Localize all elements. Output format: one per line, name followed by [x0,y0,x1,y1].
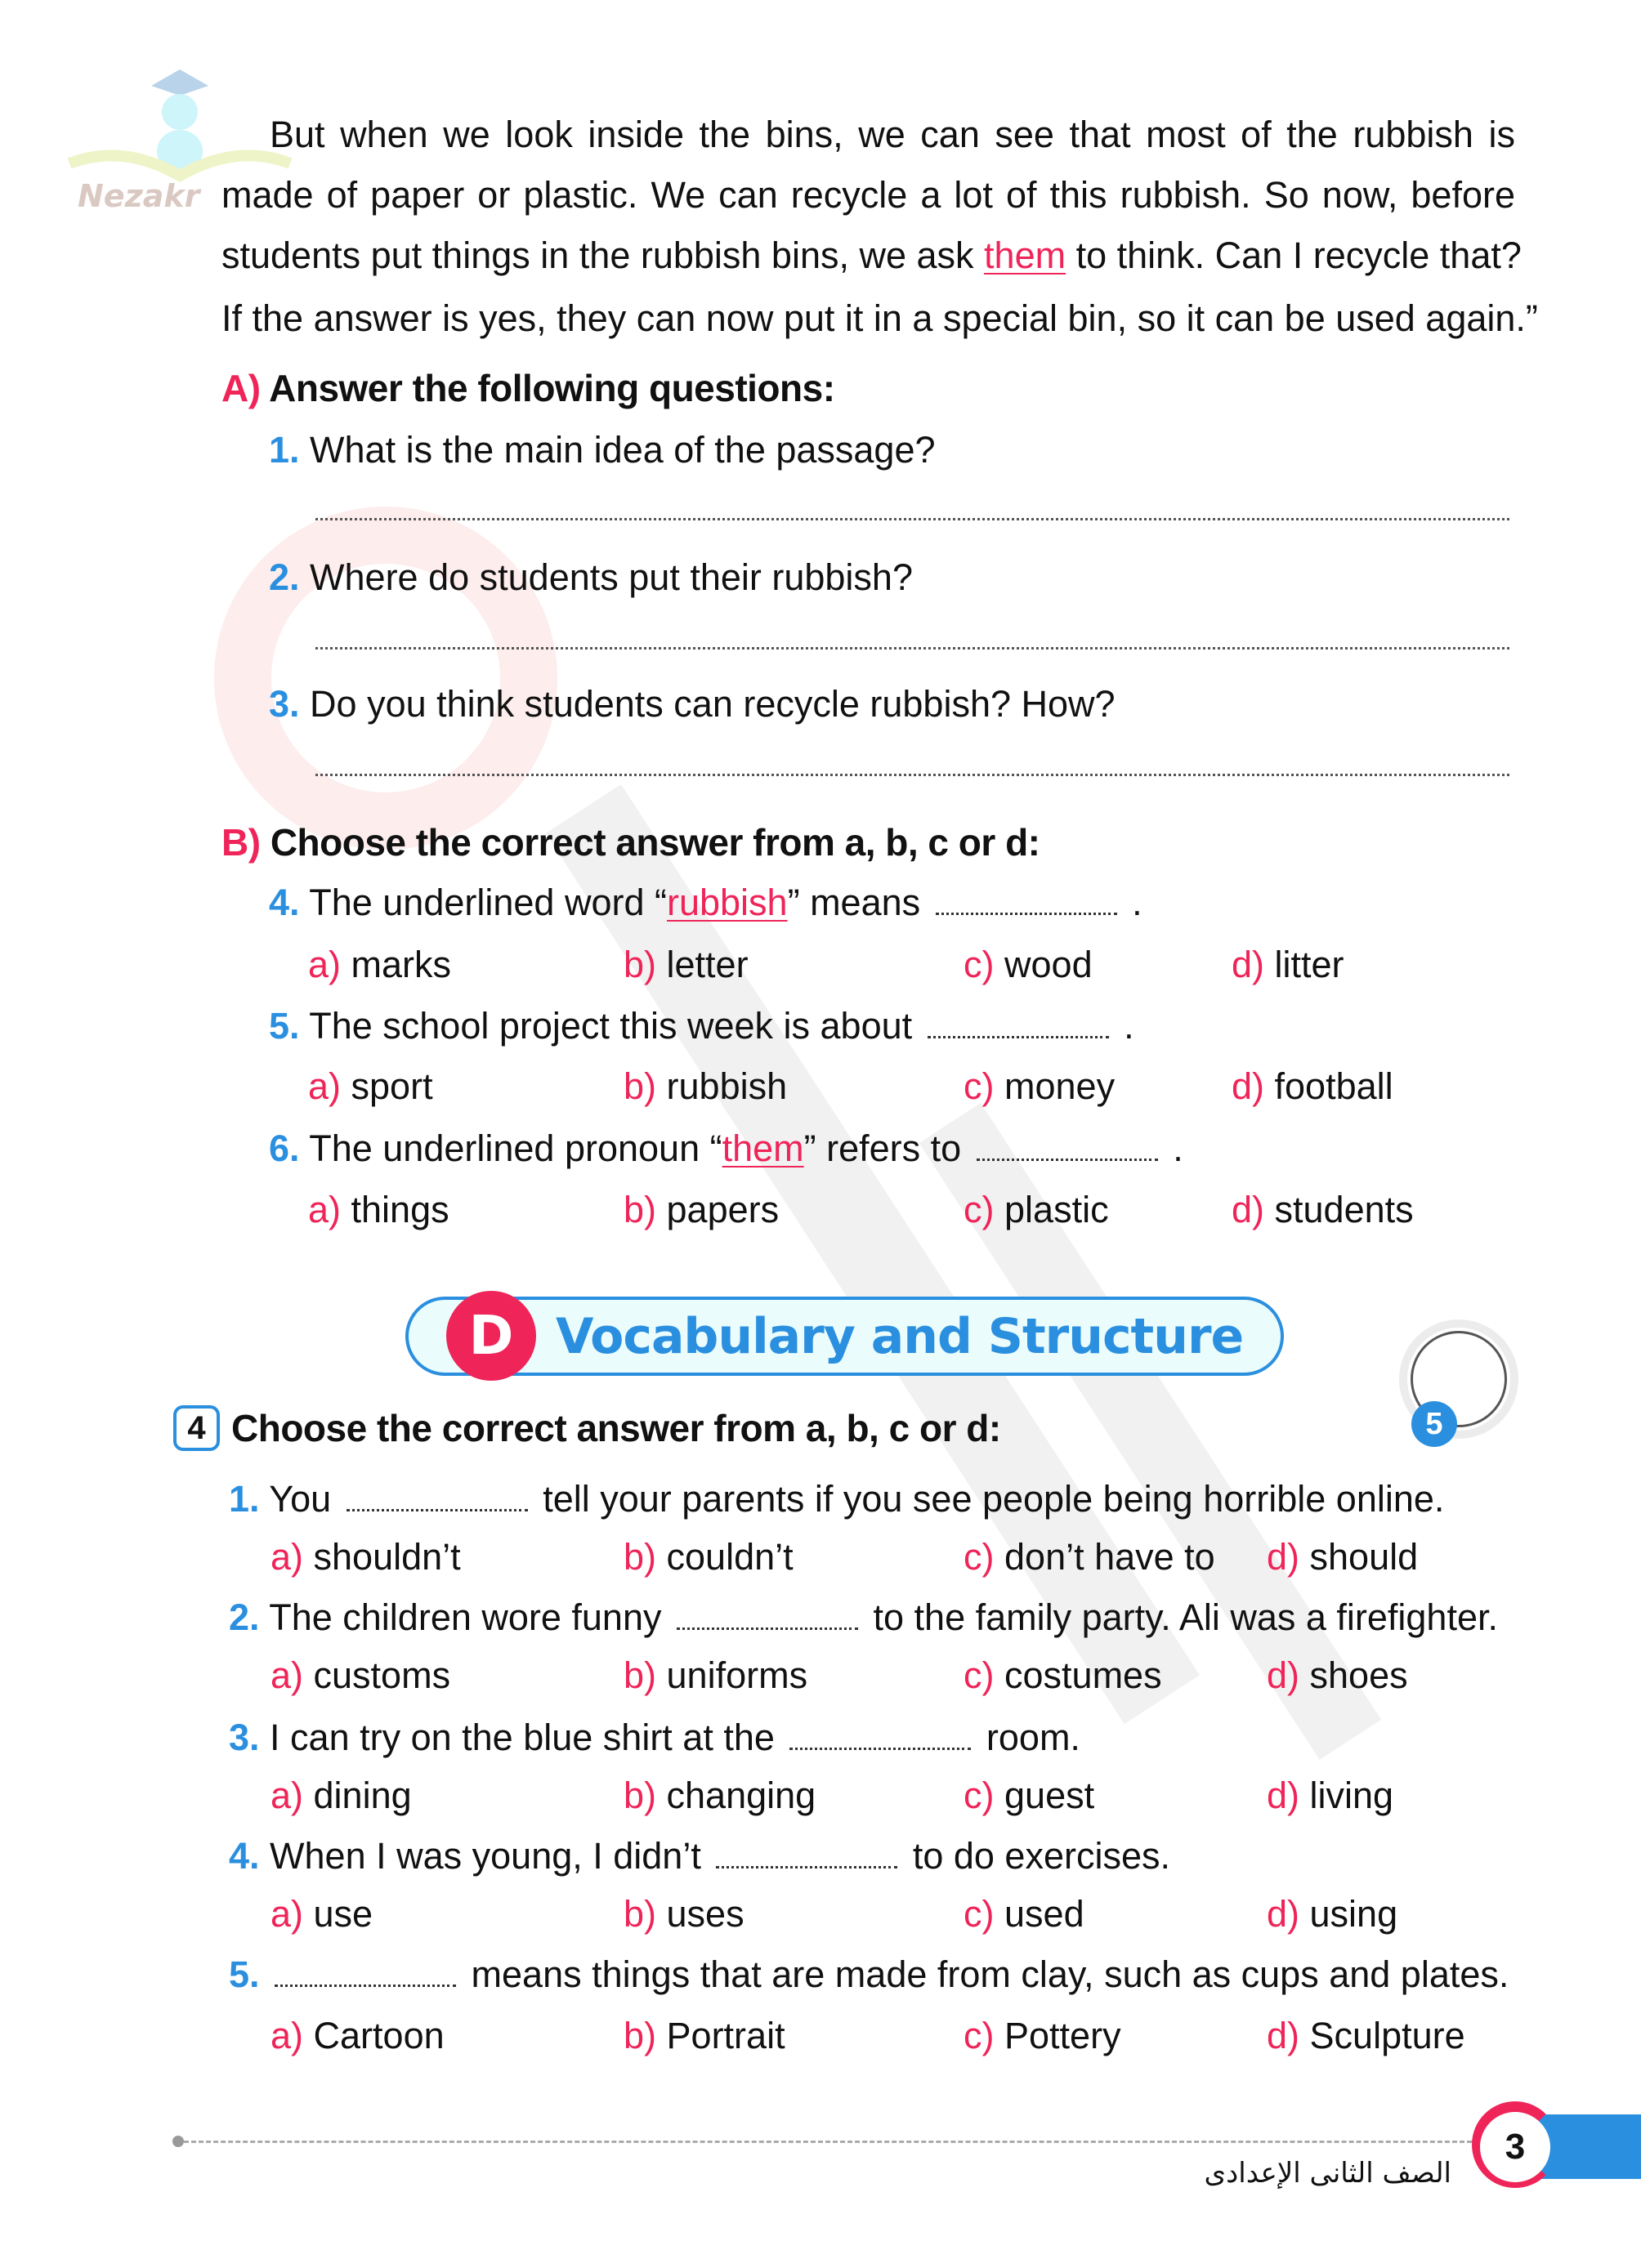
option-text: living [1309,1775,1394,1816]
option-text: uses [666,1893,744,1935]
exercise-4-question [229,1593,1498,1642]
page-number: 3 [1505,2127,1526,2167]
answer-option[interactable] [964,940,1093,989]
passage-line [270,110,1515,159]
answer-option[interactable] [624,1771,816,1820]
answer-blank[interactable] [677,1619,858,1630]
question-text: to the family party. Ali was a firefighter. [863,1596,1498,1638]
answer-option[interactable] [308,940,451,989]
option-text: costumes [1004,1654,1162,1696]
option-text: football [1274,1065,1393,1107]
question-number: 3. [229,1717,260,1758]
question-text: Do you think students can recycle rubbish? How? [310,683,1116,725]
answer-option[interactable] [271,2011,445,2060]
section-b-question [269,1124,1183,1173]
answer-option[interactable] [1267,1890,1397,1939]
passage-line [221,294,1538,343]
question-text: ” refers to [803,1127,972,1169]
option-text: litter [1274,944,1344,985]
option-letter: c) [964,1189,995,1230]
question-number: 5. [269,1005,300,1047]
question-text: to think. Can I recycle that? [1066,234,1522,276]
option-letter: b) [624,2015,657,2056]
option-text: students [1274,1189,1414,1230]
option-letter: a) [271,1536,304,1578]
answer-option[interactable] [624,1185,779,1234]
option-text: marks [351,944,452,985]
timer-badge [1411,1401,1457,1447]
option-text: used [1004,1893,1084,1935]
option-letter: a) [308,1189,342,1230]
answer-option[interactable] [308,1062,433,1111]
answer-option[interactable] [964,1890,1084,1939]
answer-blank[interactable] [789,1739,971,1750]
question-text: to do exercises. [902,1835,1170,1877]
question-number: 2. [269,556,300,598]
answer-option[interactable] [271,1771,412,1820]
answer-option[interactable] [964,1185,1109,1234]
passage-line [221,231,1522,280]
exercise-4-question [229,1475,1444,1524]
option-text: dining [313,1775,412,1816]
footer-dot [172,2136,184,2147]
option-letter: d) [1232,1189,1265,1230]
answer-line[interactable] [315,774,1509,776]
question-text: ” means [787,882,931,923]
option-letter: a) [308,1065,342,1107]
question-number: 2. [229,1596,260,1638]
answer-blank[interactable] [275,1976,456,1987]
option-letter: b) [624,1065,657,1107]
exercise-4-question [229,1832,1170,1881]
question-number: 4. [269,882,300,923]
option-letter: c) [964,1893,995,1935]
question-text: The school project this week is about [309,1005,923,1047]
option-text: don’t have to [1004,1536,1215,1578]
option-letter: b) [624,1654,657,1696]
answer-blank[interactable] [347,1501,528,1511]
question-number: 3. [269,683,300,725]
answer-option[interactable] [1267,1771,1393,1820]
grade-label: الصف الثانى الإعدادى [1204,2157,1451,2190]
section-b-question [269,1002,1134,1051]
option-letter: a) [271,2015,304,2056]
answer-option[interactable] [308,1185,449,1234]
option-text: plastic [1004,1189,1109,1230]
exercise-4-title: Choose the correct answer from a, b, c or d: [231,1407,1001,1449]
timer-badge-number: 5 [1425,1407,1443,1441]
option-text: customs [313,1654,451,1696]
option-text: changing [666,1775,816,1816]
question-text: means things that are made from clay, such as cups and plates. [461,1953,1509,1995]
option-text: rubbish [666,1065,788,1107]
answer-option[interactable] [271,1533,461,1582]
option-letter: c) [964,1536,995,1578]
option-text: Sculpture [1309,2015,1465,2056]
question-text: tell your parents if you see people being horrible online. [532,1478,1445,1520]
option-text: uniforms [666,1654,808,1696]
option-letter: b) [624,944,657,985]
section-a-letter: A) [221,367,261,409]
answer-option[interactable] [1232,1062,1393,1111]
passage-line [221,171,1515,220]
option-text: shoes [1309,1654,1408,1696]
svg-text:Nezakr: Nezakr [78,178,200,214]
question-text: If the answer is yes, they can now put it in a special bin, so it can be used again.” [221,297,1538,339]
option-letter: d) [1267,1893,1300,1935]
answer-option[interactable] [964,1533,1215,1582]
option-letter: d) [1267,1775,1300,1816]
option-text: couldn’t [666,1536,794,1578]
option-letter: d) [1232,944,1265,985]
question-text: . [1162,1127,1183,1169]
answer-blank[interactable] [716,1858,897,1868]
option-text: letter [666,944,749,985]
section-a-title: Answer the following questions: [269,367,835,409]
question-text: . [1121,882,1142,923]
exercise-number: 4 [187,1410,206,1446]
option-letter: c) [964,1775,995,1816]
question [269,553,913,602]
answer-option[interactable] [624,1651,807,1700]
section-a-heading [221,364,835,413]
exercise-number-box [173,1405,220,1451]
option-letter: c) [964,1654,995,1696]
banner-letter: D [468,1304,514,1367]
option-text: shouldn’t [313,1536,461,1578]
footer-divider [184,2141,1479,2143]
section-b-question [269,878,1142,927]
underlined-word: them [722,1127,804,1169]
option-text: wood [1004,944,1093,985]
answer-option[interactable] [964,1062,1115,1111]
option-letter: c) [964,1065,995,1107]
option-letter: b) [624,1536,657,1578]
question [269,680,1116,729]
question-text: But when we look inside the bins, we can see that most of the rubbish is [270,114,1515,155]
answer-option[interactable] [964,1771,1094,1820]
section-b-letter: B) [221,821,261,864]
question-text: You [269,1478,342,1520]
option-letter: d) [1232,1065,1265,1107]
question-text: The underlined pronoun “ [309,1127,722,1169]
question [269,426,936,475]
answer-blank[interactable] [977,1150,1158,1161]
answer-option[interactable] [1232,940,1344,989]
option-letter: a) [308,944,342,985]
option-letter: b) [624,1893,657,1935]
option-text: money [1004,1065,1116,1107]
option-text: papers [666,1189,780,1230]
section-b-heading [221,818,1040,867]
question-text: students put things in the rubbish bins, we ask [221,234,985,276]
option-letter: b) [624,1189,657,1230]
option-letter: c) [964,2015,995,2056]
question-text: What is the main idea of the passage? [310,429,936,471]
answer-line[interactable] [315,647,1509,650]
option-letter: a) [271,1654,304,1696]
banner-letter-badge [446,1291,536,1381]
question-text: Where do students put their rubbish? [310,556,913,598]
answer-option[interactable] [1232,1185,1414,1234]
answer-blank[interactable] [936,904,1117,915]
answer-blank[interactable] [928,1028,1109,1038]
answer-option[interactable] [271,1651,450,1700]
option-letter: c) [964,944,995,985]
question-text: The children wore funny [269,1596,672,1638]
answer-option[interactable] [271,1890,373,1939]
answer-option[interactable] [964,1651,1162,1700]
question-number: 1. [269,429,300,471]
underlined-word: them [984,234,1066,276]
answer-option[interactable] [624,940,749,989]
answer-option[interactable] [964,2011,1121,2060]
question-number: 5. [229,1953,260,1995]
option-text: sport [351,1065,433,1107]
exercise-4-question [229,1950,1509,1999]
question-text: room. [976,1717,1080,1758]
option-text: Cartoon [313,2015,445,2056]
option-letter: d) [1267,1536,1300,1578]
answer-option[interactable] [1267,2011,1465,2060]
option-text: Portrait [666,2015,785,2056]
question-text: made of paper or plastic. We can recycle a lot of this rubbish. So now, before [221,174,1515,216]
option-letter: a) [271,1775,304,1816]
question-text: I can try on the blue shirt at the [270,1717,785,1758]
question-text: . [1113,1005,1134,1047]
banner-title: Vocabulary and Structure [556,1308,1244,1365]
question-text: When I was young, I didn’t [270,1835,712,1877]
exercise-4-question [229,1713,1080,1762]
option-text: should [1309,1536,1419,1578]
question-number: 6. [269,1127,300,1169]
answer-option[interactable] [624,1533,794,1582]
section-b-title: Choose the correct answer from a, b, c or d: [270,821,1040,864]
option-letter: d) [1267,1654,1300,1696]
option-text: using [1309,1893,1398,1935]
answer-option[interactable] [1267,1533,1418,1582]
option-text: Pottery [1004,2015,1121,2056]
answer-option[interactable] [624,1062,787,1111]
question-number: 1. [229,1478,260,1520]
answer-option[interactable] [1267,1651,1408,1700]
option-text: things [351,1189,449,1230]
question-text: The underlined word “ [309,882,667,923]
option-letter: a) [271,1893,304,1935]
answer-line[interactable] [315,518,1509,520]
question-number: 4. [229,1835,260,1877]
underlined-word: rubbish [666,882,788,923]
page-number-circle [1480,2112,1550,2182]
option-text: guest [1004,1775,1095,1816]
option-letter: b) [624,1775,657,1816]
option-letter: d) [1267,2015,1300,2056]
option-text: use [313,1893,373,1935]
answer-option[interactable] [624,2011,785,2060]
answer-option[interactable] [624,1890,744,1939]
